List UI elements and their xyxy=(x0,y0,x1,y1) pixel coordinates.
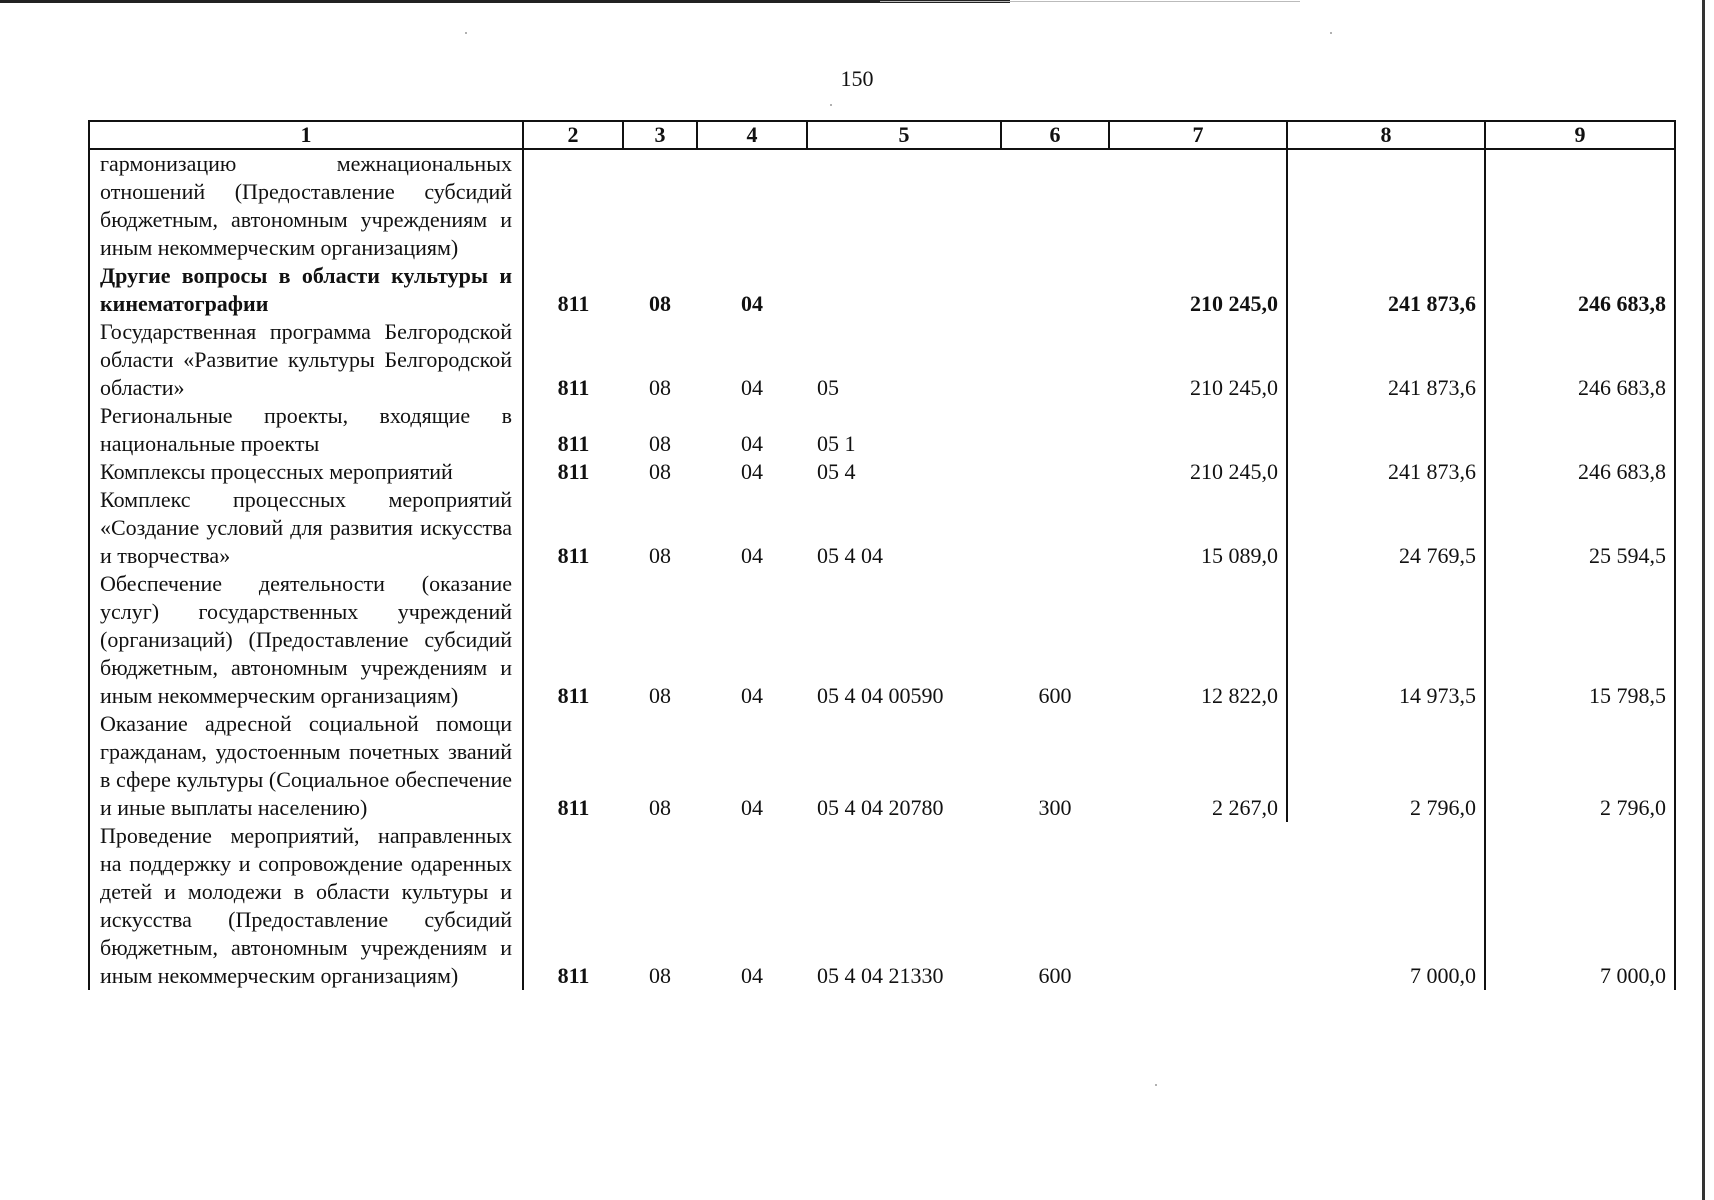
amount-year1-cell: 210 245,0 xyxy=(1109,318,1287,402)
amount-year1-cell xyxy=(1109,149,1287,262)
amount-year3-cell xyxy=(1485,402,1675,458)
section-cell: 08 xyxy=(649,375,671,400)
ministry-code-cell xyxy=(523,149,623,262)
amount-year2-cell: 24 769,5 xyxy=(1287,486,1485,570)
ministry-code-cell: 811 xyxy=(557,683,590,708)
ministry-code-cell: 811 xyxy=(557,459,590,484)
scan-speck xyxy=(465,32,467,34)
amount-year3-cell: 2 796,0 xyxy=(1485,710,1675,822)
expense-type-cell xyxy=(1001,149,1109,262)
expense-type-cell xyxy=(1001,262,1109,318)
table-body xyxy=(89,149,1675,990)
subsection-cell: 04 xyxy=(741,795,763,820)
ministry-code-cell: 811 xyxy=(557,543,590,568)
row-title-cell: Оказание адресной социальной помощи гражданам, удостоенным почетных званий в сфере культуры (Социальное обеспечение и иные выплаты населению) xyxy=(89,710,523,822)
row-title-cell: Региональные проекты, входящие в национальные проекты xyxy=(89,402,523,458)
row-title-cell: гармонизацию межнациональных отношений (Предоставление субсидий бюджетным, автономным учреждениям и иным некоммерческим организациям) xyxy=(89,149,523,262)
target-article-cell: 05 4 xyxy=(817,459,856,484)
amount-year3-cell: 246 683,8 xyxy=(1485,262,1675,318)
amount-year2-cell xyxy=(1287,149,1485,262)
budget-table xyxy=(88,120,1676,990)
subsection-cell: 04 xyxy=(741,459,763,484)
amount-year1-cell xyxy=(1109,822,1287,990)
table-row xyxy=(89,458,1675,486)
amount-year1-cell: 2 267,0 xyxy=(1109,710,1287,822)
amount-year2-cell: 2 796,0 xyxy=(1287,710,1485,822)
column-header-2: 2 xyxy=(523,121,623,149)
column-header-5: 5 xyxy=(807,121,1001,149)
table-row xyxy=(89,710,1675,822)
page-number: 150 xyxy=(840,66,874,91)
amount-year2-cell: 14 973,5 xyxy=(1287,570,1485,710)
expense-type-cell xyxy=(1001,458,1109,486)
amount-year3-cell: 7 000,0 xyxy=(1485,822,1675,990)
subsection-cell: 04 xyxy=(741,375,763,400)
ministry-code-cell: 811 xyxy=(557,795,590,820)
ministry-code-cell: 811 xyxy=(557,375,590,400)
row-title-cell: Обеспечение деятельности (оказание услуг) государственных учреждений (организаций) (Предоставление субсидий бюджетным, автономным учреждениям и иным некоммерческим организациям) xyxy=(89,570,523,710)
target-article-cell xyxy=(807,149,1001,262)
amount-year2-cell: 241 873,6 xyxy=(1287,458,1485,486)
amount-year2-cell: 241 873,6 xyxy=(1287,318,1485,402)
section-cell: 08 xyxy=(649,291,671,316)
ministry-code-cell: 811 xyxy=(557,291,590,316)
table-row xyxy=(89,402,1675,458)
table-row xyxy=(89,486,1675,570)
column-header-3: 3 xyxy=(623,121,697,149)
column-header-9: 9 xyxy=(1485,121,1675,149)
column-header-8: 8 xyxy=(1287,121,1485,149)
subsection-cell: 04 xyxy=(741,543,763,568)
amount-year2-cell: 241 873,6 xyxy=(1287,262,1485,318)
ministry-code-cell: 811 xyxy=(557,431,590,456)
column-header-6: 6 xyxy=(1001,121,1109,149)
amount-year1-cell: 210 245,0 xyxy=(1109,458,1287,486)
column-header-7: 7 xyxy=(1109,121,1287,149)
amount-year3-cell: 15 798,5 xyxy=(1485,570,1675,710)
subsection-cell xyxy=(697,149,807,262)
section-cell: 08 xyxy=(649,459,671,484)
target-article-cell: 05 4 04 00590 xyxy=(817,683,944,708)
amount-year1-cell xyxy=(1109,402,1287,458)
amount-year2-cell: 7 000,0 xyxy=(1287,822,1485,990)
table-row xyxy=(89,822,1675,990)
target-article-cell: 05 1 xyxy=(817,431,856,456)
expense-type-cell: 600 xyxy=(1038,683,1072,708)
section-cell: 08 xyxy=(649,963,671,988)
scan-edge-right xyxy=(1702,0,1705,1200)
target-article-cell xyxy=(807,262,1001,318)
target-article-cell: 05 4 04 21330 xyxy=(817,963,944,988)
amount-year1-cell: 15 089,0 xyxy=(1109,486,1287,570)
scan-speck xyxy=(830,104,832,106)
table-header-row xyxy=(89,121,1675,149)
amount-year2-cell xyxy=(1287,402,1485,458)
table-row xyxy=(89,149,1675,262)
expense-type-cell xyxy=(1001,318,1109,402)
row-title-cell: Комплекс процессных мероприятий «Создание условий для развития искусства и творчества» xyxy=(89,486,523,570)
column-header-1: 1 xyxy=(89,121,523,149)
amount-year1-cell: 210 245,0 xyxy=(1109,262,1287,318)
section-cell xyxy=(623,149,697,262)
section-cell: 08 xyxy=(649,795,671,820)
amount-year3-cell xyxy=(1485,149,1675,262)
row-title-cell: Комплексы процессных мероприятий xyxy=(89,458,523,486)
amount-year3-cell: 246 683,8 xyxy=(1485,458,1675,486)
subsection-cell: 04 xyxy=(741,431,763,456)
target-article-cell: 05 4 04 20780 xyxy=(817,795,944,820)
section-cell: 08 xyxy=(649,683,671,708)
table-row xyxy=(89,318,1675,402)
expense-type-cell xyxy=(1001,486,1109,570)
row-title-cell: Государственная программа Белгородской области «Развитие культуры Белгородской области» xyxy=(89,318,523,402)
amount-year1-cell: 12 822,0 xyxy=(1109,570,1287,710)
section-cell: 08 xyxy=(649,431,671,456)
expense-type-cell: 600 xyxy=(1038,963,1072,988)
subsection-cell: 04 xyxy=(741,963,763,988)
subsection-cell: 04 xyxy=(741,683,763,708)
scan-speck xyxy=(1155,1084,1157,1086)
target-article-cell: 05 4 04 xyxy=(817,543,883,568)
expense-type-cell: 300 xyxy=(1038,795,1072,820)
scan-edge-top-faint xyxy=(880,1,1300,2)
table-row xyxy=(89,570,1675,710)
row-title-cell: Другие вопросы в области культуры и кинематографии xyxy=(89,262,523,318)
ministry-code-cell: 811 xyxy=(557,963,590,988)
section-cell: 08 xyxy=(649,543,671,568)
subsection-cell: 04 xyxy=(741,291,763,316)
scan-edge-top xyxy=(0,0,1010,3)
scan-speck xyxy=(1330,32,1332,34)
table-row xyxy=(89,262,1675,318)
target-article-cell: 05 xyxy=(817,375,839,400)
row-title-cell: Проведение мероприятий, направленных на поддержку и сопровождение одаренных детей и молодежи в области культуры и искусства (Предоставление субсидий бюджетным, автономным учреждениям и иным некоммерческим организациям) xyxy=(89,822,523,990)
column-header-4: 4 xyxy=(697,121,807,149)
expense-type-cell xyxy=(1001,402,1109,458)
amount-year3-cell: 25 594,5 xyxy=(1485,486,1675,570)
amount-year3-cell: 246 683,8 xyxy=(1485,318,1675,402)
